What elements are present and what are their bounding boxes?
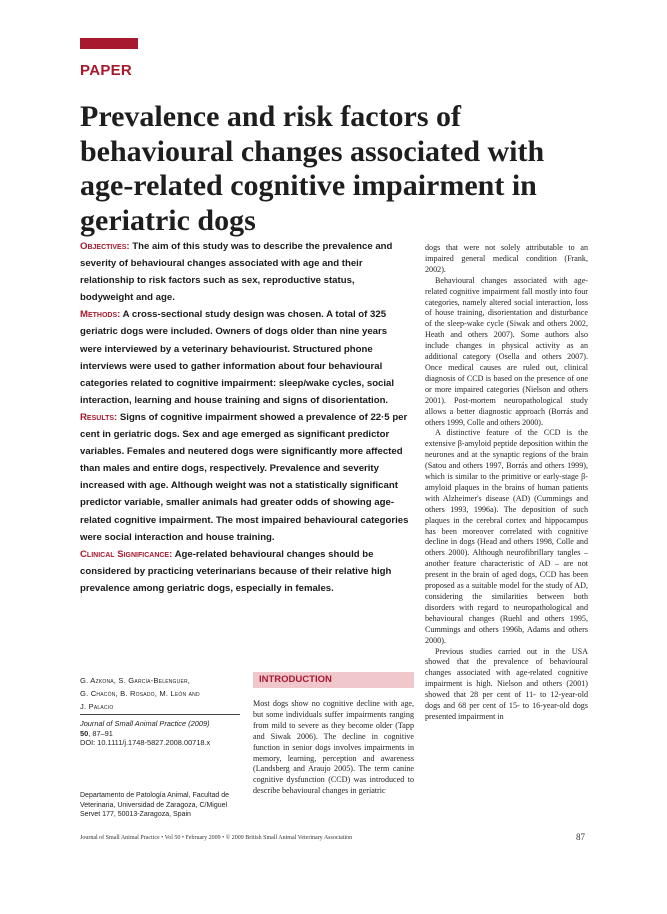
abstract [80,238,410,597]
body-paragraph: Previous studies carried out in the USA showed that the prevalence of behavioural changes associated with age-related cognitive impairment is high. Nielson and others (2001) showed that 28 per cent of 11- to 12-year-old dogs and 68 per cent of 15- to 16-year-old dogs presented impairment in [425,646,588,721]
abstract-results [80,409,410,546]
author-line: G. Azkona, S. García-Belenguer, [80,676,191,685]
journal-citation [80,714,240,748]
affiliation-line: Departamento de Patología Animal, Facultad de [80,792,230,799]
journal-volume: 50 [80,728,89,738]
objectives-text: The aim of this study was to describe the prevalence and severity of behavioural changes associated with age and their relationship to risk factors such as sex, reproductive status, bodyweight and age. [80,241,393,304]
author-line: J. Palacio [80,702,114,711]
methods-label: Methods: [80,309,121,321]
introduction-column [253,699,414,797]
body-paragraph: Behavioural changes associated with age-related cognitive impairment fall mostly into four categories, namely altered social interaction, loss of house training, disorientation and disturbance of the sleep-wake cycle (Siwak and others 2002, Heath and others 2007). Some authors also include changes in physical activity as an additional category (Osella and others 2007). Once medical causes are ruled out, clinical diagnosis of CCD is based on the presence of one or more impaired categories (Nielson and others 2001). Post-mortem neuropathological study allows a better diagnostic approach (Borrás and others 1999, Colle and others 2000). [425,275,588,427]
body-paragraph: dogs that were not solely attributable to an impaired general medical condition (Frank, 2002). [425,243,588,274]
results-text: Signs of cognitive impairment showed a prevalence of 22·5 per cent in geriatric dogs. Sex and age emerged as significant predictor variables. Females and neutered dogs were significantly more affected than males and entire dogs, respectively. Prevalence and severity increased with age. Although weight was not a statistically significant predictor variable, smaller animals had greater odds of showing age-related cognitive impairment. The most impaired behavioural categories were social interaction and house training. [80,411,409,543]
clinical-label: Clinical Significance: [80,548,173,560]
body-paragraph: A distinctive feature of the CCD is the extensive β-amyloid peptide deposition within the neurones and at the synaptic regions of the brain (Satou and others 1997, Borrás and others 1999), which is similar to the primitive or early-stage β-amyloid plaques in the brains of human patients with Alzheimer's disease (AD) (Cummings and others 1993, 1996a). The deposition of such plaques in the cerebral cortex and hippocampus has been moreover correlated with cognitive decline in dogs (Head and others 1998, Colle and others 2000). Although neurofibrillary tangles – another feature characteristic of AD – are not present in the brain of aged dogs, CCD has been proposed as a suitable model for the study of AD, considering the similarities between both disorders with regard to neuropathological and behavioural changes (Ruehl and others 1995, Cummings and others 1996b, Adams and others 2000). [425,428,588,645]
affiliation [80,791,250,820]
journal-doi: DOI: 10.1111/j.1748-5827.2008.00718.x [80,738,211,748]
article-title: Prevalence and risk factors of behavioural changes associated with age-related cognitive impairment in geriatric dogs [80,100,545,237]
section-label: PAPER [80,62,133,79]
affiliation-line: Veterinaria, Universidad de Zaragoza, C/Miguel [80,801,228,809]
right-text-column [425,243,588,723]
affiliation-line: Servet 177, 50013-Zaragoza, Spain [80,811,191,818]
results-label: Results: [80,411,118,423]
abstract-objectives [80,238,410,306]
clinical-text: Age-related behavioural changes should be considered by practicing veterinarians because of their relative high prevalence among geriatric dogs, especially in females. [80,548,392,594]
journal-pages: , 87–91 [88,728,113,738]
methods-text: A cross-sectional study design was chosen. A total of 325 geriatric dogs were included. Owners of dogs older than nine years were interviewed by a veterinary behaviourist. Structured phone interviews were used to gather information about four behavioural categories related to cognitive impairment: sleep/wake cycles, social interaction, learning and house training and signs of disorientation. [80,309,395,406]
objectives-label: Objectives: [80,241,130,252]
section-color-bar [80,38,138,49]
author-line: G. Chacón, B. Rosado, M. León and [80,689,200,698]
abstract-methods [80,306,410,409]
journal-name: Journal of Small Animal Practice (2009) [80,719,210,728]
journal-volume-pages [80,729,240,739]
author-list [80,674,240,713]
abstract-clinical-significance [80,546,410,597]
introduction-heading: INTRODUCTION [253,672,414,688]
page-footer: Journal of Small Animal Practice • Vol 50 • February 2009 • © 2009 British Small Animal Veterinary Association [80,835,353,841]
body-paragraph: Most dogs show no cognitive decline with age, but some individuals suffer impairments ranging from mild to severe as they become older (Tapp and Siwak 2006). The decline in cognitive function in senior dogs involves impairments in memory, learning, perception and awareness (Landsberg and Araujo 2005). The term canine cognitive dysfunction (CCD) was introduced to describe behavioural changes in geriatric [253,699,414,796]
page-number: 87 [576,832,585,842]
